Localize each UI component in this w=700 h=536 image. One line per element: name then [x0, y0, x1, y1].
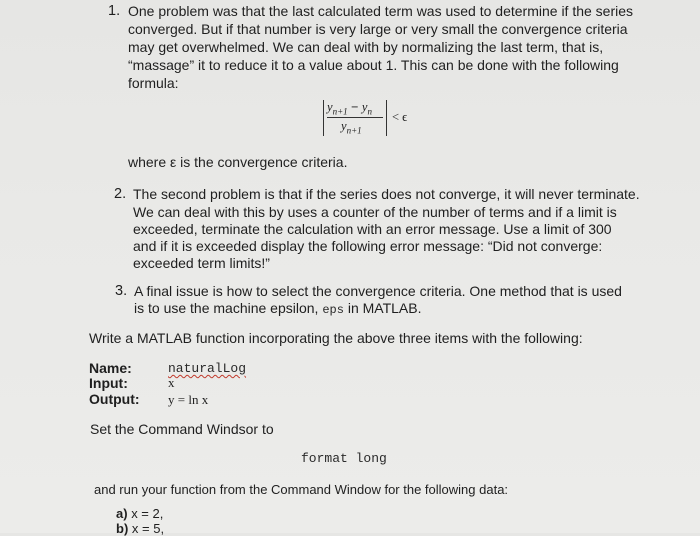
item-2-line-4: and if it is exceeded display the following error message: “Did not converge: — [133, 238, 603, 254]
where-line: where ε is the convergence criteria. — [128, 154, 348, 170]
data-item-a-label: a) — [116, 506, 128, 521]
item-3-line-2-prefix: is to use the machine epsilon, — [134, 300, 323, 316]
name-value: naturalLog — [168, 361, 247, 376]
item-1-line-5: formula: — [128, 75, 179, 91]
formula-numerator — [327, 100, 372, 117]
item-3-line-2 — [134, 300, 422, 319]
item-2-line-3: exceeded, terminate the calculation with an error message. Use a limit of 300 — [133, 221, 612, 237]
abs-bar-left — [323, 100, 324, 136]
instruction-line: Write a MATLAB function incorporating the above three items with the following: — [89, 330, 583, 346]
output-label: Output: — [89, 391, 140, 407]
denominator-sub: n+1 — [346, 125, 362, 136]
data-item-a-value: x = 2, — [131, 506, 164, 521]
item-2-line-1: The second problem is that if the series does not converge, it will never terminate. — [133, 186, 640, 202]
input-value: x — [168, 375, 175, 390]
item-2-line-5: exceeded term limits!” — [133, 255, 270, 271]
format-long-command: format long — [301, 451, 387, 466]
denominator-y: y — [341, 119, 347, 133]
run-line: and run your function from the Command Window for the following data: — [94, 482, 509, 497]
data-item-b-value: x = 5, — [131, 521, 165, 536]
minus-sign: − — [351, 100, 359, 114]
item-2-number: 2. — [114, 186, 127, 202]
input-label: Input: — [89, 375, 128, 391]
numerator-y1: y — [327, 100, 333, 114]
eps-code: eps — [322, 303, 344, 317]
name-label: Name: — [89, 360, 132, 376]
fraction-line — [327, 117, 383, 118]
item-1-line-1: One problem was that the last calculated term was used to determine if the series — [128, 3, 634, 19]
data-item-b — [116, 521, 164, 536]
item-3-line-1: A final issue is how to select the convergence criteria. One method that is used — [134, 283, 622, 299]
item-3-line-2-suffix: in MATLAB. — [343, 300, 422, 316]
item-1-line-3: may get overwhelmed. We can deal with by normalizing the last term, that is, — [128, 39, 604, 55]
convergence-formula — [323, 98, 423, 142]
data-item-a — [116, 506, 163, 521]
item-1-line-2: converged. But if that number is very large or very small the convergence criteria — [128, 21, 628, 37]
set-command-line: Set the Command Windsor to — [90, 421, 274, 437]
data-item-b-label: b) — [116, 521, 129, 536]
numerator-sub2: n — [367, 106, 372, 117]
item-3-number: 3. — [115, 283, 128, 299]
output-value: y = ln x — [168, 392, 209, 407]
numerator-sub1: n+1 — [332, 106, 348, 117]
item-2-line-2: We can deal with this by uses a counter of the number of terms and if a limit is — [133, 204, 617, 220]
abs-bar-right — [386, 100, 387, 136]
item-1-line-4: “massage” it to reduce it to a value about 1. This can be done with the following — [128, 57, 619, 73]
formula-relation: < ϵ — [392, 110, 408, 124]
formula-denominator — [341, 119, 362, 136]
numerator-y2: y — [361, 100, 368, 114]
item-1-number: 1. — [108, 3, 121, 19]
